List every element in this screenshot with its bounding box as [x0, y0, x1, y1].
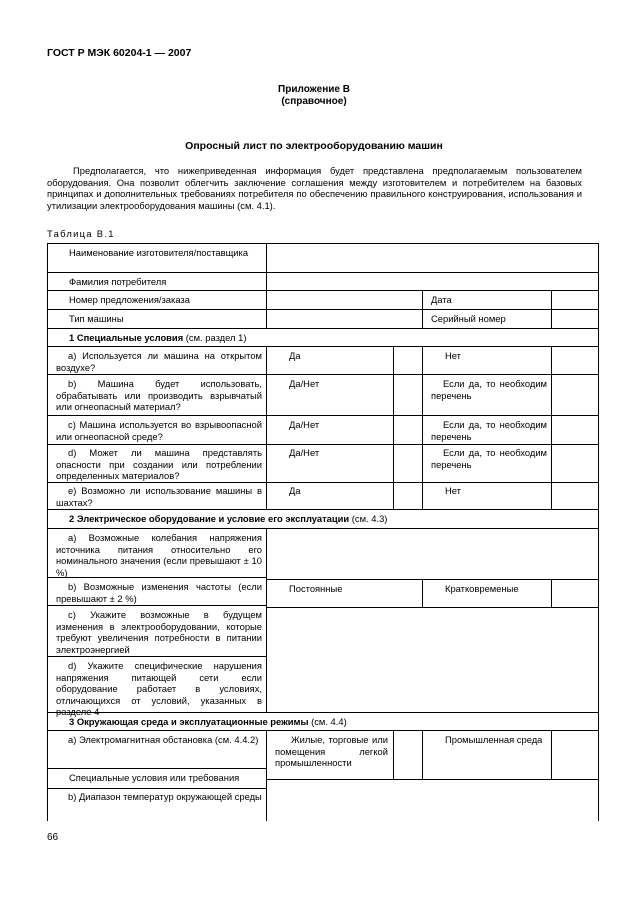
option-1e-yes: Да — [289, 485, 301, 496]
option-1d-yesno: Да/Нет — [289, 447, 320, 458]
question-1d: d) Может ли машина представлять опасности при создании или потреблении определенных материалов? — [56, 447, 262, 482]
question-2b: b) Возможные изменения частоты (если превышают ± 2 %) — [56, 581, 262, 604]
option-1c-yesno: Да/Нет — [289, 419, 320, 430]
appendix-subtitle: (справочное) — [281, 96, 347, 107]
option-2b-constant: Постоянные — [289, 583, 343, 594]
manufacturer-label: Наименование изготовителя/поставщика — [69, 247, 249, 258]
option-1c-list: Если да, то необходим перечень — [431, 419, 547, 442]
option-1e-no: Нет — [445, 485, 461, 496]
option-1a-yes: Да — [289, 350, 301, 361]
option-1b-yesno: Да/Нет — [289, 378, 320, 389]
option-1a-no: Нет — [445, 350, 461, 361]
option-1b-list: Если да, то необходим перечень — [431, 378, 547, 401]
section-2-heading: 2 Электрическое оборудование и условие его эксплуатации (см. 4.3) — [69, 513, 388, 524]
option-1d-list: Если да, то необходим перечень — [431, 447, 547, 470]
question-3a: а) Электромагнитная обстановка (см. 4.4.2) — [68, 734, 259, 745]
question-2a: а) Возможные колебания напряжения источника питания относительно его номинального значения (если превышают ± 10 %) — [56, 532, 262, 578]
question-2d: d) Укажите специфические нарушения напряжения питающей сети если оборудование работает в условиях, отличающихся от условий, указанных в разделе 4 — [56, 660, 262, 718]
serial-number-label: Серийный номер — [431, 313, 506, 324]
option-2b-temporary: Кратковременые — [445, 583, 519, 594]
questionnaire-table — [47, 243, 599, 821]
page-number: 66 — [47, 832, 59, 843]
question-3b: b) Диапазон температур окружающей среды — [68, 791, 262, 802]
question-1e: е) Возможно ли использование машины в шахтах? — [56, 485, 262, 508]
intro-text: Предполагается, что нижеприведенная информация будет представлена предполагаемым пользователем оборудования. Она позволит облегчить заключение соглашения между изготовителем и потребителем на базовых принципах и дополнительных требованиях потребителя по обеспечению правильного конструирования, использования и утилизации электрооборудования машины (см. 4.1). — [47, 165, 582, 212]
special-conditions-label: Специальные условия или требования — [69, 772, 240, 783]
option-3a-residential: Жилые, торговые или помещения легкой промышленности — [275, 734, 388, 769]
option-3a-industrial: Промышленная среда — [445, 734, 543, 745]
appendix-title: Приложение В — [278, 84, 350, 95]
document-title: Опросный лист по электрооборудованию машин — [185, 140, 443, 152]
document-header: ГОСТ Р МЭК 60204-1 — 2007 — [47, 47, 192, 59]
intro-paragraph — [47, 165, 582, 212]
customer-label: Фамилия потребителя — [69, 276, 167, 287]
order-number-label: Номер предложения/заказа — [69, 294, 190, 305]
question-1b: b) Машина будет использовать, обрабатывать или производить взрывчатый или огнеопасный материал? — [56, 378, 262, 413]
date-label: Дата — [431, 294, 452, 305]
machine-type-label: Тип машины — [69, 313, 124, 324]
question-1c: c) Машина используется во взрывоопасной или огнеопасной среде? — [56, 419, 262, 442]
table-caption: Таблица В.1 — [47, 228, 115, 239]
section-3-heading: 3 Окружающая среда и эксплуатационные режимы (см. 4.4) — [69, 716, 347, 727]
question-2c: c) Укажите возможные в будущем изменения в электрооборудовании, которые требуют увеличения потребности в питании электроэнергией — [56, 609, 262, 655]
question-1a: а) Используется ли машина на открытом воздухе? — [56, 350, 262, 373]
section-1-heading: 1 Специальные условия (см. раздел 1) — [69, 332, 247, 343]
